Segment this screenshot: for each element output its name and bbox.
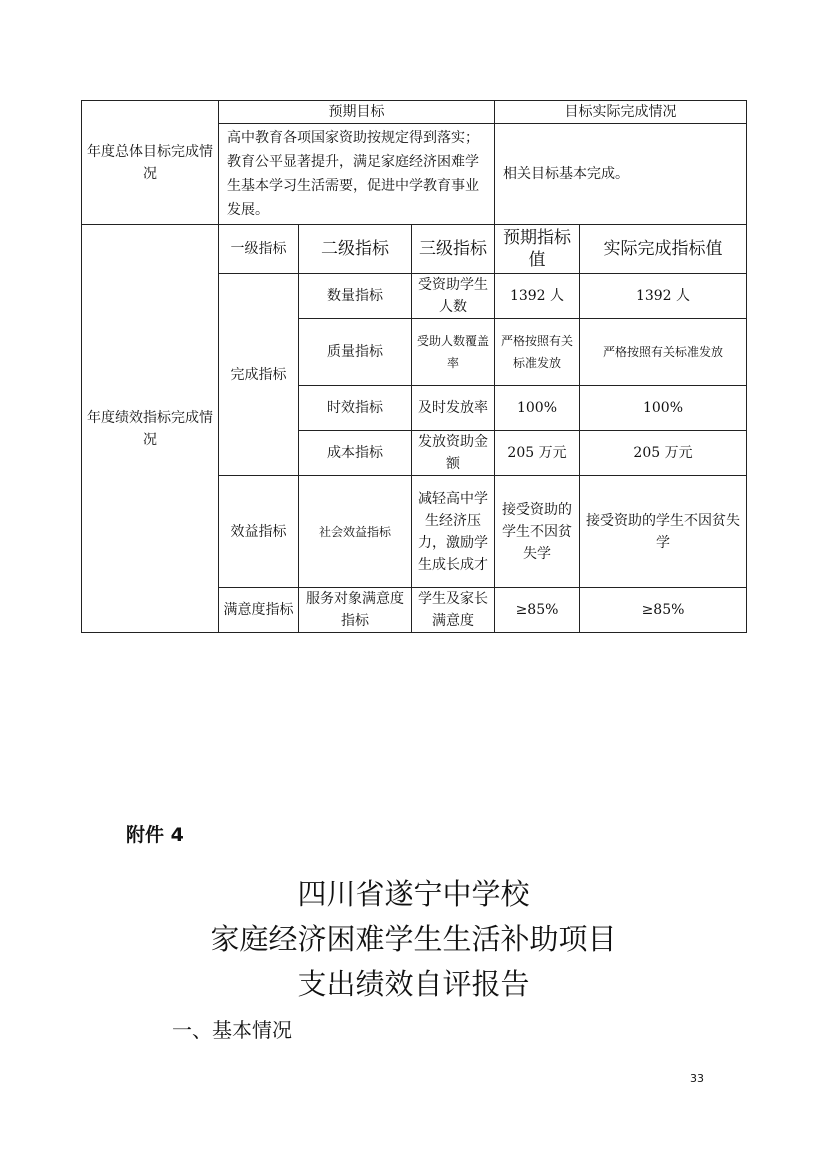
expected-target-text: 高中教育各项国家资助按规定得到落实；教育公平显著提升，满足家庭经济困难学生基本学习生活需要，促进中学教育事业发展。 <box>219 124 495 225</box>
col-header-actual: 实际完成指标值 <box>580 225 747 274</box>
row-level2: 时效指标 <box>299 386 412 431</box>
group-completion: 完成指标 <box>219 274 299 476</box>
col-header-level2: 二级指标 <box>299 225 412 274</box>
actual-completion-header: 目标实际完成情况 <box>495 101 747 124</box>
group-benefit: 效益指标 <box>219 476 299 588</box>
row-level3: 学生及家长满意度 <box>412 588 495 633</box>
row-expected: 接受资助的学生不因贫失学 <box>495 476 580 588</box>
report-title-line-3: 支出绩效自评报告 <box>297 967 530 1001</box>
row-actual: ≥85% <box>580 588 747 633</box>
performance-indicator-label: 年度绩效指标完成情况 <box>82 225 219 633</box>
row-actual: 100% <box>580 386 747 431</box>
row-level3: 受资助学生人数 <box>412 274 495 319</box>
row-expected: 100% <box>495 386 580 431</box>
actual-completion-text: 相关目标基本完成。 <box>495 124 747 225</box>
row-level3: 受助人数覆盖率 <box>412 319 495 386</box>
col-header-expected: 预期指标值 <box>495 225 580 274</box>
row-actual: 接受资助的学生不因贫失学 <box>580 476 747 588</box>
row-level2: 数量指标 <box>299 274 412 319</box>
attachment-label: 附件 4 <box>126 824 184 846</box>
overall-target-label: 年度总体目标完成情况 <box>82 101 219 225</box>
report-title-line-2: 家庭经济困难学生生活补助项目 <box>210 922 617 956</box>
expected-target-header: 预期目标 <box>219 101 495 124</box>
row-level3: 发放资助金额 <box>412 431 495 476</box>
section-heading: 一、基本情况 <box>172 1018 292 1042</box>
page-number: 33 <box>690 1072 704 1085</box>
row-actual: 1392 人 <box>580 274 747 319</box>
row-level3: 减轻高中学生经济压力，激励学生成长成才 <box>412 476 495 588</box>
col-header-level1: 一级指标 <box>219 225 299 274</box>
report-title-line-1: 四川省遂宁中学校 <box>297 877 530 911</box>
row-expected: ≥85% <box>495 588 580 633</box>
row-level2: 服务对象满意度指标 <box>299 588 412 633</box>
row-actual: 205 万元 <box>580 431 747 476</box>
group-satisfaction: 满意度指标 <box>219 588 299 633</box>
row-level2: 成本指标 <box>299 431 412 476</box>
row-expected: 严格按照有关标准发放 <box>495 319 580 386</box>
performance-table <box>81 100 747 633</box>
row-actual: 严格按照有关标准发放 <box>580 319 747 386</box>
row-expected: 1392 人 <box>495 274 580 319</box>
row-level3: 及时发放率 <box>412 386 495 431</box>
row-level2: 社会效益指标 <box>299 476 412 588</box>
col-header-level3: 三级指标 <box>412 225 495 274</box>
row-expected: 205 万元 <box>495 431 580 476</box>
row-level2: 质量指标 <box>299 319 412 386</box>
